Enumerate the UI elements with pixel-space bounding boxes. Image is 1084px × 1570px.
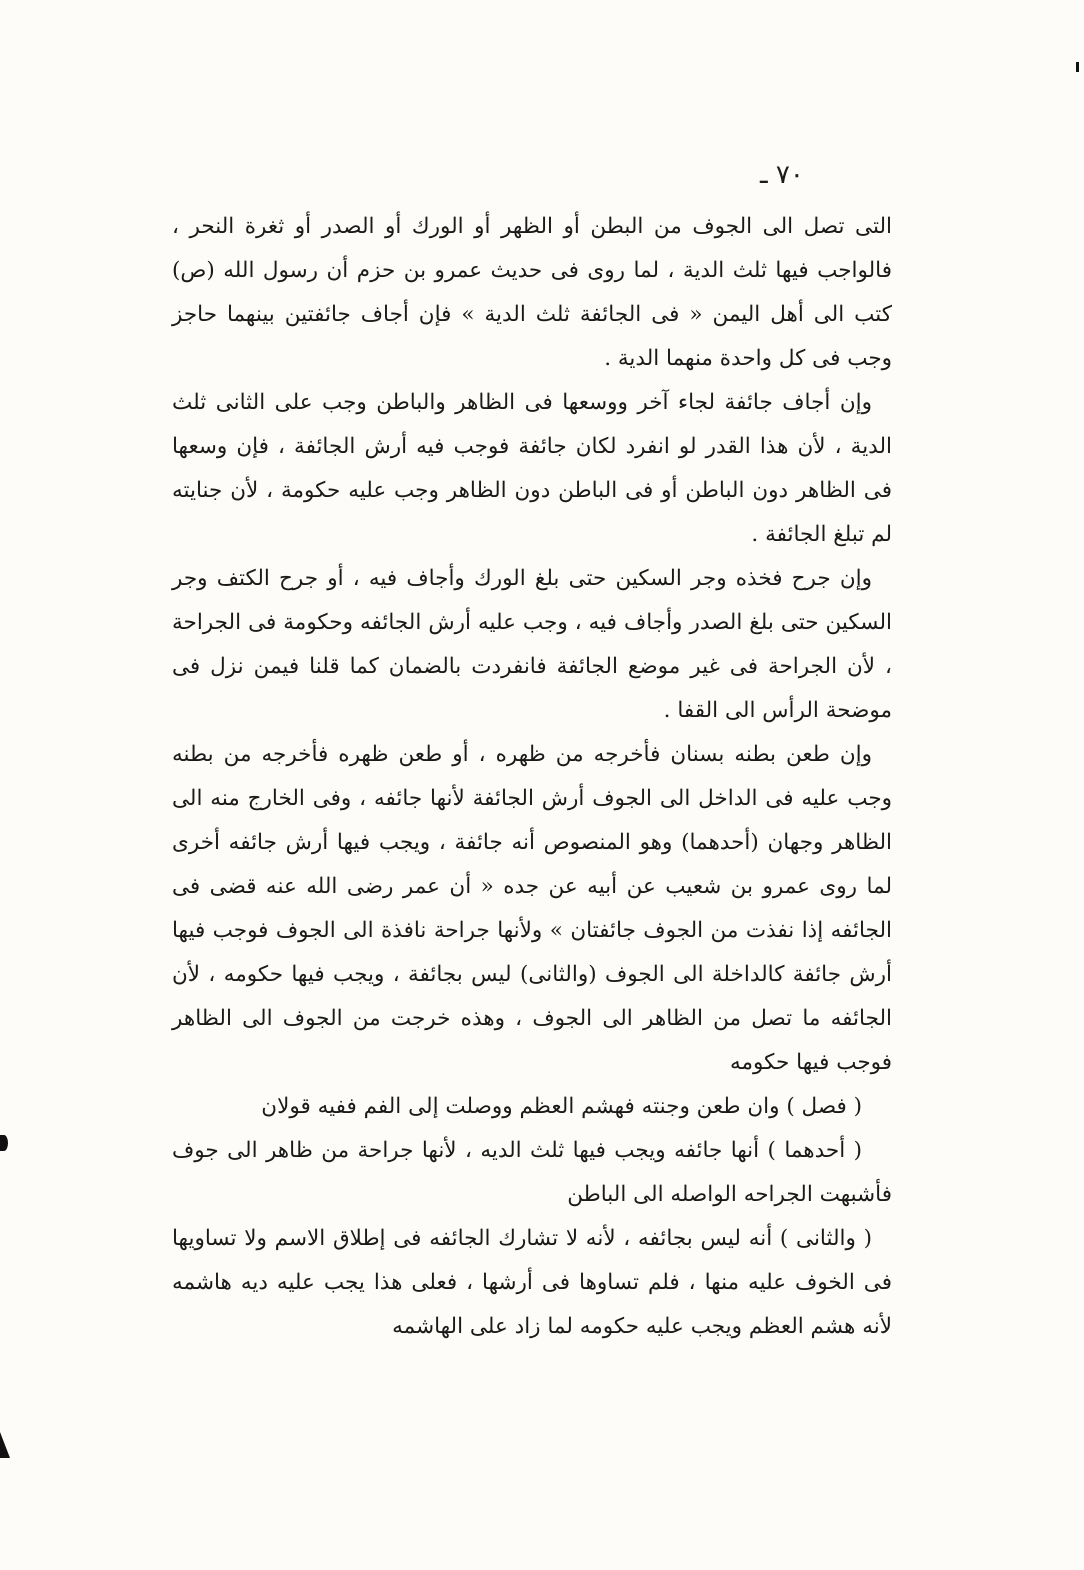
scan-edge-mark [1076,62,1079,72]
paragraph-second-opinion: ( والثانى ) أنه ليس بجائفه ، لأنه لا تشارك الجائفه فى إطلاق الاسم ولا تساويها فى الخوف عليه منها ، فلم تساوها فى أرشها ، فعلى هذا يجب عليه ديه هاشمه لأنه هشم العظم ويجب عليه حكومه لما زاد على الهاشمه [172,1226,892,1339]
body-text [172,205,892,1349]
paragraph-4: وإن طعن بطنه بسنان فأخرجه من ظهره ، أو طعن ظهره فأخرجه من بطنه وجب عليه فى الداخل الى الجوف أرش الجائفة لأنها جائفه ، وفى الخارج منه الى الظاهر وجهان (أحدهما) وهو المنصوص أنه جائفة ، ويجب فيها أرش جائفه أخرى لما روى عمرو بن شعيب عن أبيه عن جده « أن عمر رضى الله عنه قضى فى الجائفه إذا نفذت من الجوف جائفتان » ولأنها جراحة نافذة الى الجوف فوجب فيها أرش جائفة كالداخلة الى الجوف (والثانى) ليس بجائفة ، ويجب فيها حكومه ، لأن الجائفه ما تصل من الظاهر الى الجوف ، وهذه خرجت من الجوف الى الظاهر فوجب فيها حكومه [172,742,892,1075]
page-number: ٧٠ ـ [760,160,804,190]
paragraph-2: وإن أجاف جائفة لجاء آخر ووسعها فى الظاهر والباطن وجب على الثانى ثلث الدية ، لأن هذا القدر لو انفرد لكان جائفة فوجب فيه أرش الجائفة ، فإن وسعها فى الظاهر دون الباطن أو فى الباطن دون الظاهر وجب عليه حكومة ، لأن جنايته لم تبلغ الجائفة . [172,390,892,547]
section-heading-fasl: ( فصل ) وان طعن وجنته فهشم العظم ووصلت إلى الفم ففيه قولان [261,1094,862,1119]
scan-edge-mark [0,1432,10,1458]
paragraph-3: وإن جرح فخذه وجر السكين حتى بلغ الورك وأجاف فيه ، أو جرح الكتف وجر السكين حتى بلغ الصدر وأجاف فيه ، وجب عليه أرش الجائفه وحكومة فى الجراحة ، لأن الجراحة فى غير موضع الجائفة فانفردت بالضمان كما قلنا فيمن نزل فى موضحة الرأس الى القفا . [172,566,892,723]
paragraph-1: التى تصل الى الجوف من البطن أو الظهر أو الورك أو الصدر أو ثغرة النحر ، فالواجب فيها ثلث الدية ، لما روى فى حديث عمرو بن حزم أن رسول الله (ص) كتب الى أهل اليمن « فى الجائفة ثلث الدية » فإن أجاف جائفتين بينهما حاجز وجب فى كل واحدة منهما الدية . [172,214,892,371]
scan-edge-mark [0,1135,8,1151]
paragraph-first-opinion: ( أحدهما ) أنها جائفه ويجب فيها ثلث الديه ، لأنها جراحة من ظاهر الى جوف فأشبهت الجراحه الواصله الى الباطن [172,1138,892,1207]
